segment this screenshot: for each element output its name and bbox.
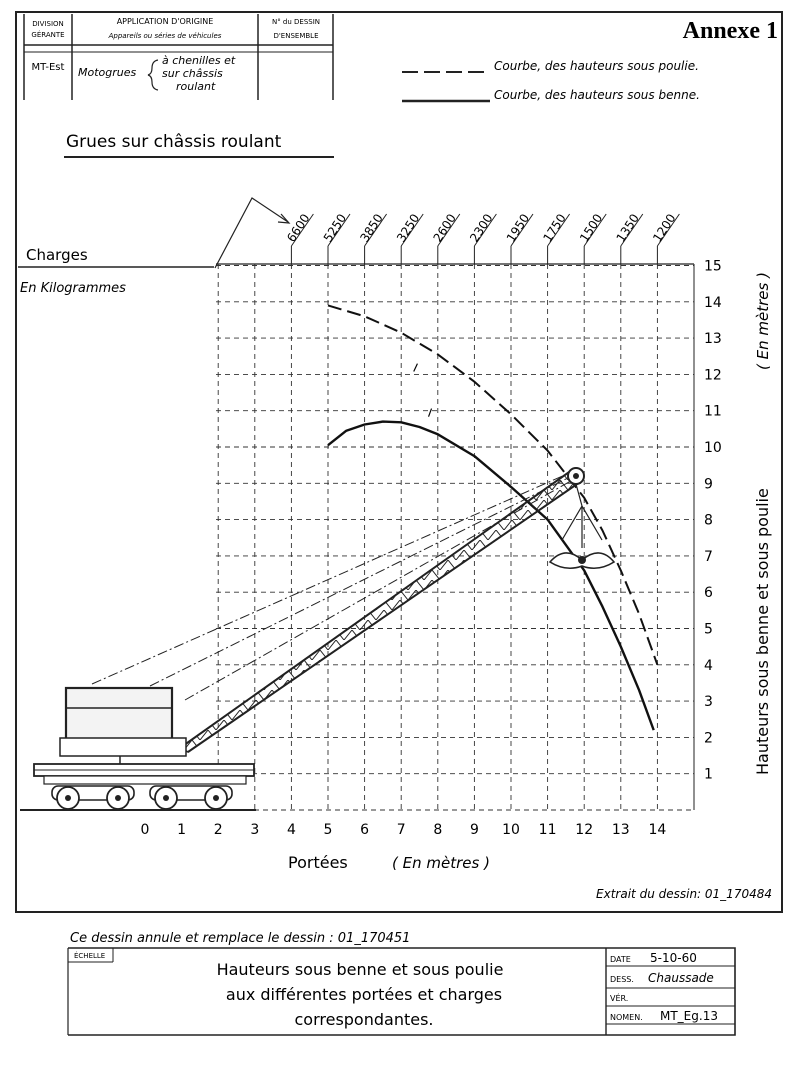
x-tick-label: 11 — [538, 822, 557, 838]
hoist-rope — [150, 474, 576, 686]
title-line-2: aux différentes portées et charges — [225, 985, 503, 1004]
x-tick-label: 2 — [213, 822, 223, 838]
y-tick-label: 15 — [704, 258, 722, 275]
series-line-benne — [328, 422, 654, 730]
load-label: 3250 — [393, 211, 423, 245]
date-value: 5-10-60 — [650, 951, 697, 965]
load-label: 1950 — [503, 211, 533, 245]
y-axis-unit: ( En mètres ) — [754, 272, 772, 370]
x-tick-label: 14 — [648, 822, 667, 838]
header-cartouche — [24, 14, 333, 100]
application-label-1: APPLICATION D'ORIGINE — [116, 17, 214, 26]
pointer-line — [215, 198, 288, 268]
replaces-note: Ce dessin annule et remplace le dessin : 01_170451 — [70, 931, 411, 946]
x-tick-label: 13 — [611, 822, 630, 838]
load-label: 3850 — [357, 211, 386, 245]
y-tick-label: 2 — [704, 730, 713, 747]
x-tick-label: 12 — [575, 822, 594, 838]
x-tick-label: 9 — [469, 822, 479, 838]
y-tick-label: 4 — [704, 657, 713, 674]
ver-label: VÉR. — [610, 994, 629, 1003]
legend-solid-label: Courbe, des hauteurs sous benne. — [494, 88, 700, 102]
x-tick-label: 8 — [433, 822, 443, 838]
y-tick-label: 9 — [704, 476, 713, 493]
ensemble-label-2: D'ENSEMBLE — [273, 32, 319, 40]
load-label: 1200 — [650, 211, 679, 245]
y-tick-label: 1 — [704, 766, 713, 783]
load-label: 2600 — [430, 211, 459, 245]
division-label-1: DIVISION — [32, 20, 64, 28]
nomen-label: NOMEN. — [610, 1013, 643, 1022]
y-tick-label: 7 — [704, 548, 713, 565]
axis-ticks — [141, 259, 722, 839]
load-label: 1500 — [576, 211, 606, 245]
dess-value: Chaussade — [648, 971, 714, 985]
x-axis-unit: ( En mètres ) — [392, 854, 490, 872]
title-line-1: Hauteurs sous benne et sous poulie — [216, 960, 504, 979]
y-tick-label: 11 — [704, 403, 722, 420]
legend-dashed-label: Courbe, des hauteurs sous poulie. — [494, 59, 699, 73]
bogie-right — [150, 786, 232, 809]
dess-label: DESS. — [610, 975, 634, 984]
y-tick-label: 13 — [704, 331, 722, 348]
charges-unit: En Kilogrammes — [20, 281, 126, 296]
x-tick-label: 1 — [177, 822, 187, 838]
annex-label: Annexe 1 — [682, 18, 778, 44]
y-tick-label: 5 — [704, 621, 713, 638]
bogie-left — [52, 786, 134, 809]
series — [328, 305, 657, 730]
application-detail-2: sur châssis — [162, 67, 223, 80]
curve-marker-poulie: I — [410, 360, 421, 375]
y-tick-label: 6 — [704, 585, 713, 602]
x-tick-label: 7 — [396, 822, 406, 838]
load-label: 2300 — [467, 211, 496, 245]
curve-marker-benne: I — [425, 405, 434, 421]
y-axis-title: Hauteurs sous benne et sous poulie — [753, 488, 772, 775]
y-tick-label: 14 — [704, 294, 722, 311]
load-label: 1750 — [540, 211, 569, 245]
title-line-3: correspondantes. — [294, 1010, 434, 1029]
x-tick-label: 3 — [250, 822, 260, 838]
load-label: 6600 — [284, 211, 313, 245]
charges-label: Charges — [26, 246, 88, 264]
echelle-label: ÉCHELLE — [74, 952, 106, 960]
y-tick-label: 8 — [704, 512, 713, 529]
application-label-2: Appareils ou séries de véhicules — [108, 32, 222, 40]
title-block — [68, 948, 735, 1035]
x-axis-title: Portées — [288, 853, 348, 872]
division-value: MT-Est — [31, 62, 65, 73]
load-label: 5250 — [320, 211, 350, 245]
x-tick-label: 6 — [360, 822, 370, 838]
load-labels — [284, 211, 679, 264]
x-tick-label: 4 — [286, 822, 296, 838]
division-label-2: GÉRANTE — [31, 31, 65, 39]
y-tick-label: 3 — [704, 694, 713, 711]
x-tick-label: 10 — [502, 822, 520, 838]
application-detail-1: à chenilles et — [162, 54, 236, 67]
extract-reference: Extrait du dessin: 01_170484 — [596, 887, 772, 901]
y-tick-label: 12 — [704, 367, 722, 384]
subtitle: Grues sur châssis roulant — [66, 132, 282, 152]
brace-icon — [148, 60, 158, 90]
ensemble-label-1: N° du DESSIN — [271, 18, 321, 26]
x-tick-label: 0 — [140, 822, 150, 838]
legend — [402, 59, 700, 102]
load-label: 1350 — [613, 211, 642, 245]
lattice-boom — [180, 470, 580, 752]
application-detail-3: roulant — [176, 80, 216, 93]
application-value: Motogrues — [78, 66, 137, 79]
x-tick-label: 5 — [323, 822, 333, 838]
nomen-value: MT_Eg.13 — [660, 1009, 718, 1023]
y-tick-label: 10 — [704, 440, 722, 456]
date-label: DATE — [610, 955, 631, 964]
